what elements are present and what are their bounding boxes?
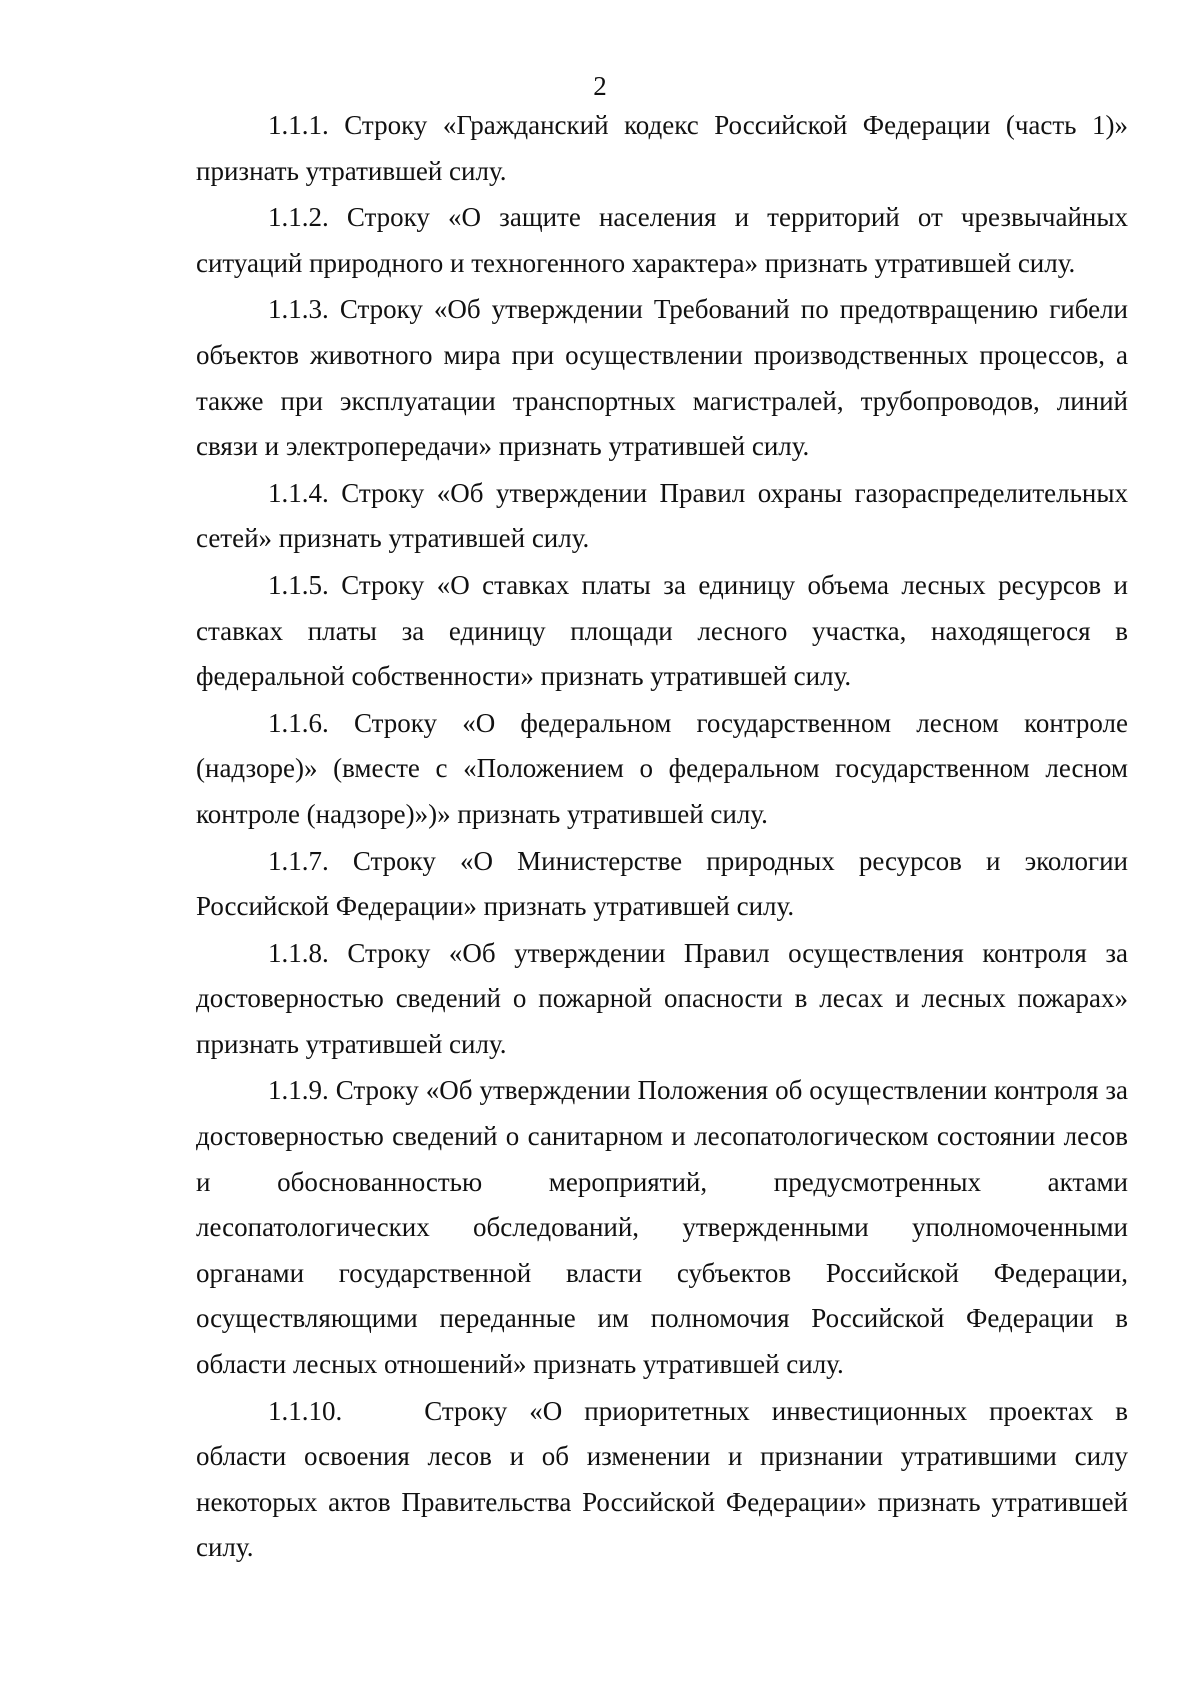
paragraph-text: Строку «О приоритетных инвестиционных проектах в области освоения лесов и об изменении и признании утратившими силу некоторых актов Правительства Российской Федерации» признать утратившей силу.: [196, 1395, 1128, 1563]
paragraph-text: Строку «Об утверждении Правил охраны газораспределительных сетей» признать утратившей силу.: [196, 477, 1129, 554]
paragraph-number: 1.1.6.: [268, 707, 329, 738]
paragraph-number: 1.1.7.: [268, 845, 329, 876]
page-number: 2: [593, 71, 607, 101]
paragraph-number: 1.1.9.: [268, 1075, 329, 1106]
paragraph-1-1-8: [196, 931, 1128, 1068]
paragraph-number: 1.1.2.: [268, 202, 329, 233]
document-body: [196, 103, 1128, 1572]
paragraph-text: Строку «О федеральном государственном лесном контроле (надзоре)» (вместе с «Положением о федеральном государственном лесном контроле (надзоре)»)» признать утратившей силу.: [196, 707, 1129, 829]
paragraph-text: Строку «Гражданский кодекс Российской Федерации (часть 1)» признать утратившей силу.: [196, 110, 1128, 186]
paragraph-1-1-7: [196, 839, 1128, 930]
paragraph-text: Строку «Об утверждении Положения об осуществлении контроля за достоверностью сведений о санитарном и лесопатологическом состоянии лесов и обоснованностью мероприятий, предусмотренных актами лесопатологических обследований, утвержденными уполномоченными органами государственной власти субъектов Российской Федерации, осуществляющими переданные им полномочия Российской Федерации в области лесных отношений» признать утратившей силу.: [196, 1075, 1128, 1380]
paragraph-text: Строку «Об утверждении Требований по предотвращению гибели объектов животного мира при осуществлении производственных процессов, а также при эксплуатации транспортных магистралей, трубопроводов, линий связи и электропередачи» признать утратившей силу.: [196, 294, 1129, 462]
paragraph-1-1-9: [196, 1068, 1128, 1387]
paragraph-text: Строку «О ставках платы за единицу объема лесных ресурсов и ставках платы за единицу площади лесного участка, находящегося в федеральной собственности» признать утратившей силу.: [196, 569, 1129, 692]
paragraph-number: 1.1.8.: [268, 937, 329, 968]
paragraph-number: 1.1.4.: [268, 477, 329, 508]
paragraph-text: Строку «О защите населения и территорий от чрезвычайных ситуаций природного и техногенного характера» признать утратившей силу.: [196, 202, 1129, 278]
paragraph-1-1-1: [196, 103, 1128, 194]
paragraph-text: Строку «О Министерстве природных ресурсов и экологии Российской Федерации» признать утратившей силу.: [196, 845, 1129, 922]
paragraph-1-1-2: [196, 195, 1128, 286]
paragraph-number: 1.1.10.: [268, 1395, 343, 1426]
paragraph-1-1-3: [196, 287, 1128, 469]
paragraph-number: 1.1.5.: [268, 569, 329, 600]
paragraph-text: Строку «Об утверждении Правил осуществления контроля за достоверностью сведений о пожарной опасности в лесах и лесных пожарах» признать утратившей силу.: [196, 937, 1128, 1059]
paragraph-number: 1.1.1.: [268, 110, 329, 140]
paragraph-1-1-6: [196, 701, 1128, 838]
paragraph-1-1-5: [196, 563, 1128, 700]
paragraph-1-1-10: [196, 1389, 1128, 1571]
paragraph-number: 1.1.3.: [268, 294, 329, 325]
paragraph-1-1-4: [196, 471, 1128, 562]
